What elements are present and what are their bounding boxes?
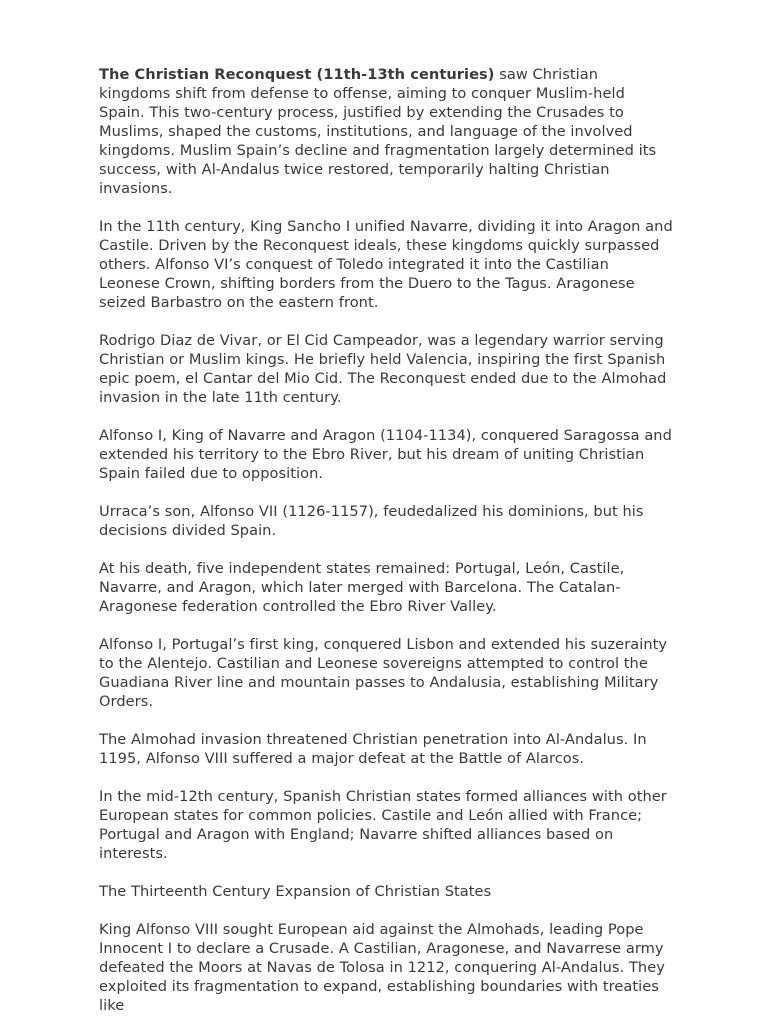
paragraph-five-states: At his death, five independent states remained: Portugal, León, Castile, Navarre, and Aragon, which later merged with Barcelona. The Catalan-Aragonese federation controlled the Ebro River Valley. [99,560,625,615]
paragraph-alfonso-i-navarre: Alfonso I, King of Navarre and Aragon (1104-1134), conquered Saragossa and extended his territory to the Ebro River, but his dream of uniting Christian Spain failed due to opposition. [99,427,672,482]
paragraph-portugal: Alfonso I, Portugal’s first king, conquered Lisbon and extended his suzerainty to the Alentejo. Castilian and Leonese sovereigns attempted to control the Guadiana River line and mountain passes to Andalusia, establishing Military Orders. [99,636,668,710]
paragraph-almohad: The Almohad invasion threatened Christian penetration into Al-Andalus. In 1195, Alfonso VIII suffered a major defeat at the Battle of Alarcos. [99,731,647,767]
paragraph-sancho: In the 11th century, King Sancho I unified Navarre, dividing it into Aragon and Castile. Driven by the Reconquest ideals, these kingdoms quickly surpassed others. Alfonso VI’s conquest of Toledo integrated it into the Castilian Leonese Crown, shifting borders from the Duero to the Tagus. Aragonese seized Barbastro on the eastern front. [99,218,673,311]
paragraph-el-cid: Rodrigo Diaz de Vivar, or El Cid Campeador, was a legendary warrior serving Christian or Muslim kings. He briefly held Valencia, inspiring the first Spanish epic poem, el Cantar del Mio Cid. The Reconquest ended due to the Almohad invasion in the late 11th century. [99,332,667,406]
document-body [99,65,674,1034]
paragraph-navas-de-tolosa: King Alfonso VIII sought European aid against the Almohads, leading Pope Innocent I to declare a Crusade. A Castilian, Aragonese, and Navarrese army defeated the Moors at Navas de Tolosa in 1212, conquering Al-Andalus. They exploited its fragmentation to expand, establishing boundaries with treaties like [99,921,665,1014]
section-heading-thirteenth-century: The Thirteenth Century Expansion of Christian States [99,883,492,900]
paragraph-alliances: In the mid-12th century, Spanish Christian states formed alliances with other European states for common policies. Castile and León allied with France; Portugal and Aragon with England; Navarre shifted alliances based on interests. [99,788,667,862]
intro-text: saw Christian kingdoms shift from defense to offense, aiming to conquer Muslim-held Spain. This two-century process, justified by extending the Crusades to Muslims, shaped the customs, institutions, and language of the involved kingdoms. Muslim Spain’s decline and fragmentation largely determined its success, with Al-Andalus twice restored, temporarily halting Christian invasions. [99,66,657,197]
intro-paragraph [99,65,674,198]
intro-heading-bold: The Christian Reconquest (11th-13th centuries) [99,66,495,83]
paragraph-alfonso-vii: Urraca’s son, Alfonso VII (1126-1157), feudedalized his dominions, but his decisions divided Spain. [99,503,644,539]
